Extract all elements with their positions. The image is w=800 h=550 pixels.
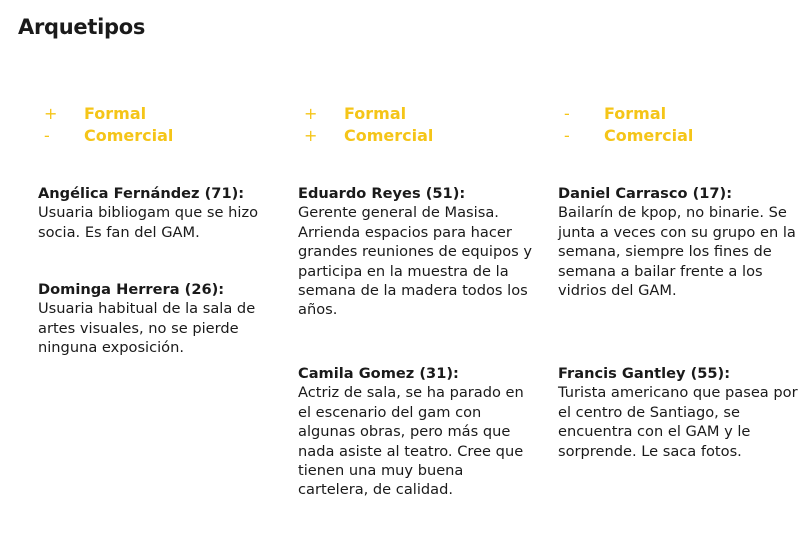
axis-sign: - xyxy=(44,125,50,145)
persona-name: Camila Gomez (31): xyxy=(298,365,459,382)
persona-name: Francis Gantley (55): xyxy=(558,365,731,382)
axis-formal xyxy=(298,102,538,124)
persona-card xyxy=(558,184,798,300)
persona-description: Usuaria habitual de la sala de artes visuales, no se pierde ninguna exposición. xyxy=(38,300,256,357)
axis-comercial xyxy=(38,124,278,146)
axis-sign: + xyxy=(44,103,58,123)
persona-description: Actriz de sala, se ha parado en el escenario del gam con algunas obras, pero más que nada asiste al teatro. Cree que tienen una muy buena cartelera, de calidad. xyxy=(298,384,524,499)
axis-comercial xyxy=(298,124,538,146)
persona-name: Angélica Fernández (71): xyxy=(38,185,245,202)
axis-sign: - xyxy=(564,103,570,123)
axis-label: Comercial xyxy=(84,125,174,145)
axis-formal xyxy=(38,102,278,124)
persona-card xyxy=(38,280,278,358)
persona-card xyxy=(558,364,798,461)
archetype-column-1 xyxy=(38,102,278,357)
axis-label: Formal xyxy=(604,103,667,123)
persona-description: Gerente general de Masisa. Arrienda espacios para hacer grandes reuniones de equipos y participa en la muestra de la semana de la madera todos los años. xyxy=(298,204,533,319)
persona-description: Turista americano que pasea por el centro de Santiago, se encuentra con el GAM y le sorprende. Le saca fotos. xyxy=(558,384,798,460)
axis-label: Formal xyxy=(344,103,407,123)
axis-comercial xyxy=(558,124,798,146)
axis-label: Formal xyxy=(84,103,147,123)
persona-description: Usuaria bibliogam que se hizo socia. Es fan del GAM. xyxy=(38,204,259,241)
persona-card xyxy=(298,364,538,500)
persona-description: Bailarín de kpop, no binarie. Se junta a veces con su grupo en la semana, siempre los fines de semana a bailar frente a los vidrios del GAM. xyxy=(558,204,796,300)
archetype-column-3 xyxy=(558,102,798,460)
axis-sign: + xyxy=(304,125,318,145)
persona-card xyxy=(38,184,278,242)
axis-formal xyxy=(558,102,798,124)
persona-name: Eduardo Reyes (51): xyxy=(298,185,466,202)
persona-name: Daniel Carrasco (17): xyxy=(558,185,733,202)
archetype-column-2 xyxy=(298,102,538,499)
persona-card xyxy=(298,184,538,320)
axis-label: Comercial xyxy=(344,125,434,145)
page-title: Arquetipos xyxy=(18,15,146,39)
persona-name: Dominga Herrera (26): xyxy=(38,281,225,298)
axis-label: Comercial xyxy=(604,125,694,145)
axis-sign: - xyxy=(564,125,570,145)
axis-sign: + xyxy=(304,103,318,123)
